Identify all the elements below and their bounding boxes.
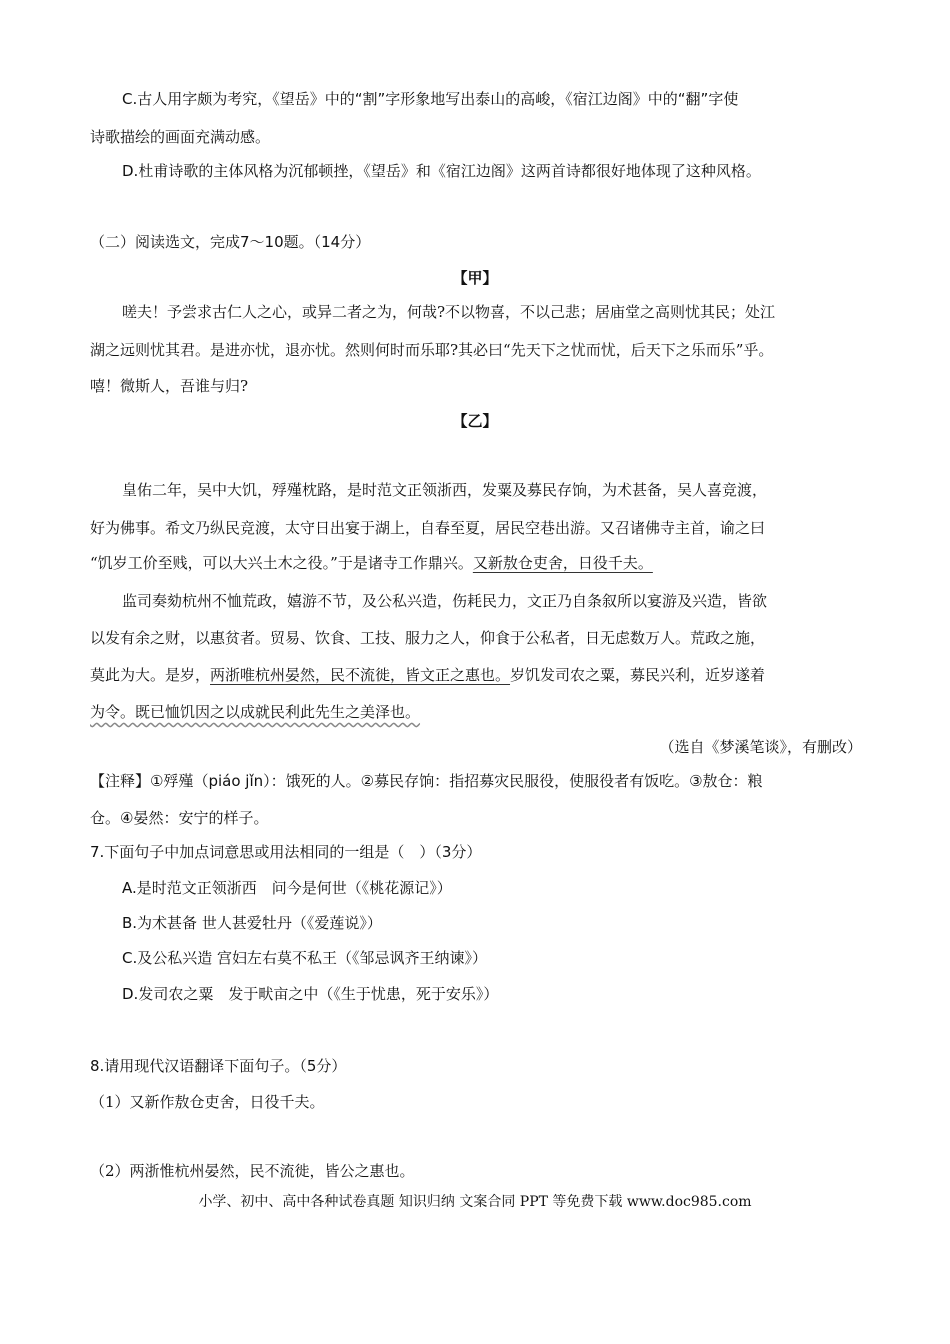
passage-yi-p2-line3-start: 莫此为大。是岁，	[90, 666, 211, 684]
q7-option-b: B.为术甚备 世人甚爱牡丹（《爱莲说》）	[122, 914, 382, 932]
q6-option-c-line1: C.古人用字颇为考究，《望岳》中的“割”字形象地写出泰山的高峻，《宿江边阁》中的“翻”字使	[122, 90, 739, 108]
q8-item2: （2）两浙惟杭州晏然，民不流徙，皆公之惠也。	[90, 1162, 415, 1180]
notes-line2: 仓。④晏然：安宁的样子。	[90, 809, 269, 827]
q8-item1: （1）又新作敖仓吏舍，日役千夫。	[90, 1093, 325, 1111]
passage-yi-p2-line3-end: 岁饥发司农之粟，募民兴利，近岁遂着	[510, 666, 766, 684]
q7-stem: 7.下面句子中加点词意思或用法相同的一组是（ ）（3分）	[90, 843, 482, 861]
underlined-sentence-1: 又新敖仓吏舍，日役千夫。	[472, 554, 653, 572]
q6-option-d: D.杜甫诗歌的主体风格为沉郁顿挫，《望岳》和《宿江边阁》这两首诗都很好地体现了这种风格。	[122, 162, 761, 180]
underlined-sentence-2: 两浙唯杭州晏然，民不流徙，皆文正之惠也。	[210, 666, 511, 684]
passage-yi-header: 【乙】	[452, 412, 498, 430]
q8-stem: 8.请用现代汉语翻译下面句子。（5分）	[90, 1057, 347, 1075]
q7-option-a: A.是时范文正领浙西 问今是何世（《桃花源记》）	[122, 879, 452, 897]
passage-source: （选自《梦溪笔谈》，有删改）	[659, 738, 862, 756]
passage-yi-p1-line3	[90, 553, 653, 573]
passage-yi-p2-line3	[90, 665, 765, 685]
passage-yi-p1-line3-text: “饥岁工价至贱，可以大兴土木之役。”于是诸寺工作鼎兴。	[90, 554, 473, 572]
passage-jia-header: 【甲】	[452, 269, 498, 287]
q7-option-c: C.及公私兴造 宫妇左右莫不私王（《邹忌讽齐王纳谏》）	[122, 949, 488, 967]
page-footer: 小学、初中、高中各种试卷真题 知识归纳 文案合同 PPT 等免费下载 www.doc985.com	[198, 1194, 752, 1210]
passage-yi-p2-line2: 以发有余之财，以惠贫者。贸易、饮食、工技、服力之人，仰食于公私者，日无虑数万人。荒政之施，	[90, 629, 766, 647]
passage-yi-p1-line2: 好为佛事。希文乃纵民竞渡，太守日出宴于湖上，自春至夏，居民空巷出游。又召诸佛寺主首，谕之曰	[90, 519, 766, 537]
passage-yi-p2-line1: 监司奏劾杭州不恤荒政，嬉游不节，及公私兴造，伤耗民力，文正乃自条叙所以宴游及兴造，皆欲	[122, 592, 768, 610]
section2-title: （二）阅读选文，完成7～10题。（14分）	[90, 233, 371, 251]
q7-option-d: D.发司农之粟 发于畎亩之中（《生于忧患，死于安乐》）	[122, 985, 499, 1003]
passage-jia-line1: 嗟夫！予尝求古仁人之心，或异二者之为，何哉?不以物喜，不以己悲；居庙堂之高则忧其民；处江	[122, 303, 776, 321]
wavy-underlined-sentence: 为令。既已恤饥因之以成就民利此先生之美泽也。	[90, 703, 421, 721]
passage-jia-line2: 湖之远则忧其君。是进亦忧，退亦忧。然则何时而乐耶?其必曰“先天下之忧而忧，后天下之乐而乐”乎。	[90, 341, 774, 359]
passage-jia-line3: 嘻！微斯人，吾谁与归?	[90, 377, 249, 395]
passage-yi-p1-line1: 皇佑二年，吴中大饥，殍殣枕路，是时范文正领浙西，发粟及募民存饷，为术甚备，吴人喜竞渡，	[122, 481, 768, 499]
notes-line1: 【注释】①殍殣（piáo jǐn）：饿死的人。②募民存饷：指招募灾民服役，使服役者有饭吃。③敖仓：粮	[90, 772, 763, 790]
q6-option-c-line2: 诗歌描绘的画面充满动感。	[90, 128, 271, 146]
passage-yi-p2-line4	[90, 702, 420, 722]
